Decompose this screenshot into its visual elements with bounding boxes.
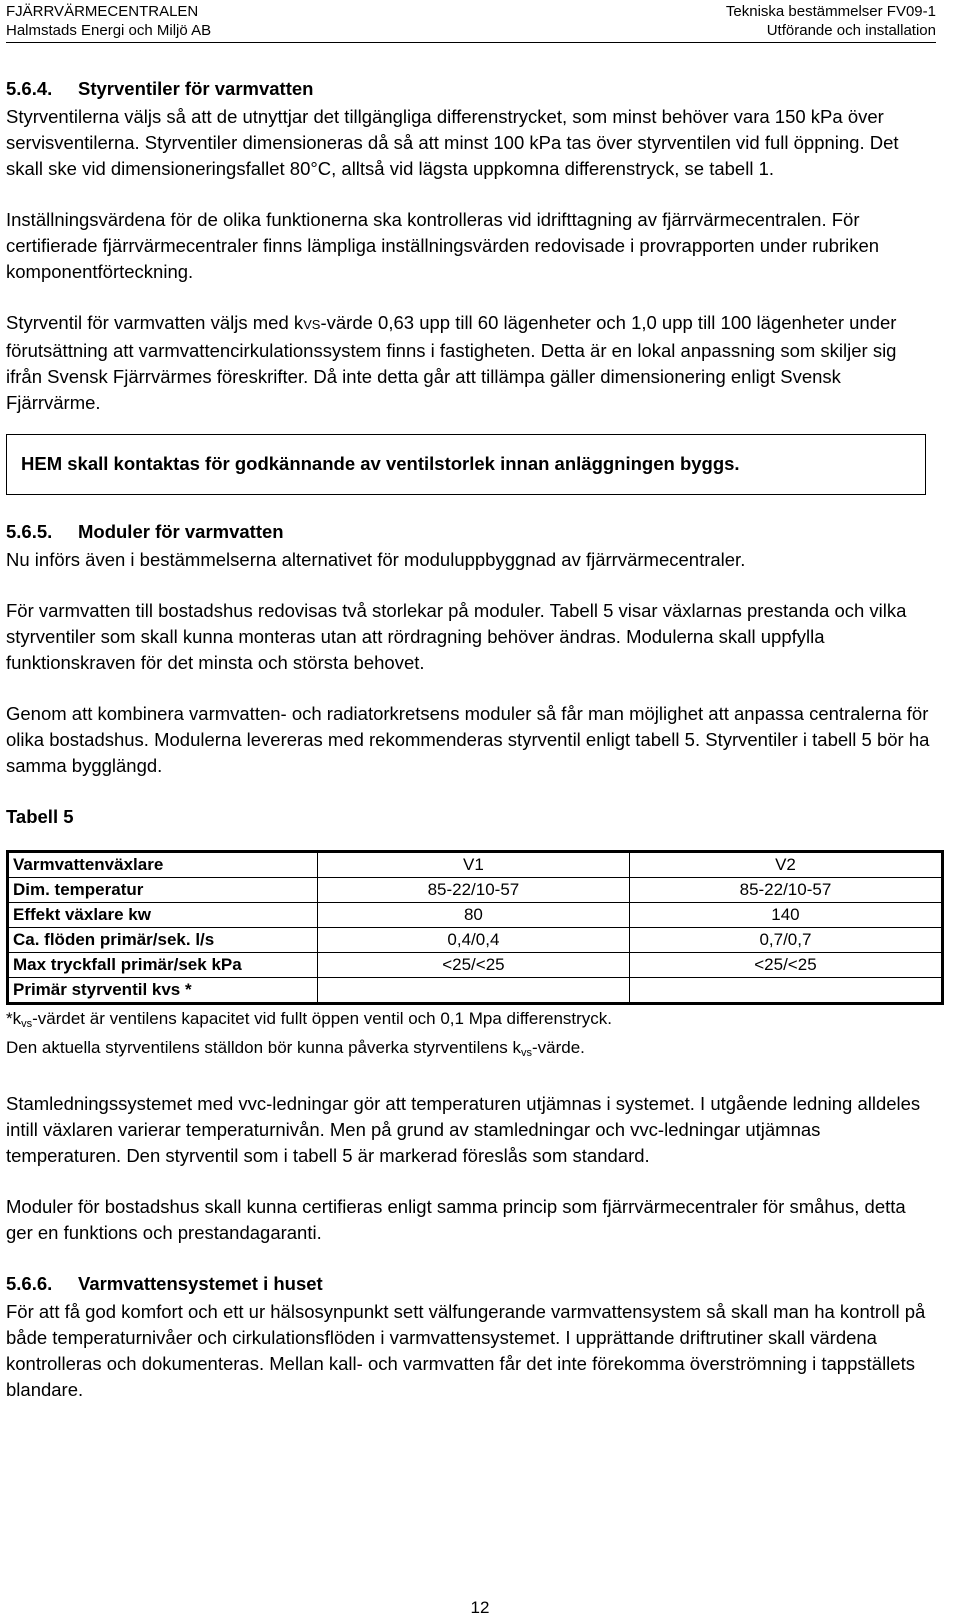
header-doc-subtitle: Utförande och installation (766, 22, 936, 39)
cell-v2: 85-22/10-57 (629, 878, 942, 903)
section-heading-5-6-6 (6, 1271, 936, 1297)
cell-v2: <25/<25 (629, 953, 942, 978)
table-title: Tabell 5 (6, 806, 74, 827)
row-label: Ca. flöden primär/sek. l/s (8, 928, 318, 953)
table-row (8, 903, 943, 928)
table-row (8, 852, 943, 878)
cell-v1: 80 (317, 903, 629, 928)
cell-v2: V2 (629, 852, 942, 878)
row-label: Primär styrventil kvs * (8, 978, 318, 1004)
paragraph: För varmvatten till bostadshus redovisas två storlekar på moduler. Tabell 5 visar växlarnas prestanda och vilka styrventiler som skall kunna monteras utan att rördragning behöver ändras. Modulerna skall uppfylla funktionskraven för det minsta och största behovet. (6, 600, 907, 673)
table-row (8, 978, 943, 1004)
page-number: 12 (470, 1598, 490, 1617)
section-heading-5-6-4 (6, 76, 936, 102)
cell-v2: 0,7/0,7 (629, 928, 942, 953)
table-row (8, 928, 943, 953)
header-owner: Halmstads Energi och Miljö AB (6, 22, 212, 39)
section-number: 5.6.4. (6, 78, 53, 99)
row-label: Max tryckfall primär/sek kPa (8, 953, 318, 978)
paragraph: Styrventil för varmvatten väljs med kVS-värde 0,63 upp till 60 lägenheter och 1,0 upp till 100 lägenheter under förutsättning att varmvattencirkulationssystem finns i fastigheten. Detta är en lokal anpassning som skiljer sig ifrån Svensk Fjärrvärmes föreskrifter. Då inte detta går att tillämpa gäller dimensionering enligt Svensk Fjärrvärme. (6, 312, 897, 413)
table-footnotes (6, 1007, 936, 1065)
row-label: Varmvattenväxlare (8, 852, 318, 878)
row-label: Effekt växlare kw (8, 903, 318, 928)
notice-box: HEM skall kontaktas för godkännande av ventilstorlek innan anläggningen byggs. (6, 434, 926, 495)
section-heading-5-6-5 (6, 519, 936, 545)
header-company: FJÄRRVÄRMECENTRALEN (6, 3, 199, 20)
cell-v2: 140 (629, 903, 942, 928)
section-title: Moduler för varmvatten (78, 521, 284, 542)
page-content (6, 76, 936, 1428)
header-doc-title: Tekniska bestämmelser FV09-1 (725, 3, 936, 20)
footnote: Den aktuella styrventilens ställdon bör kunna påverka styrventilens $k_{vs}$-värde. (6, 1038, 585, 1059)
cell-v2 (629, 978, 942, 1004)
module-table (6, 850, 944, 1005)
cell-v1: <25/<25 (317, 953, 629, 978)
paragraph: Styrventilerna väljs så att de utnyttjar det tillgängliga differenstrycket, som minst behöver vara 150 kPa över servisventilerna. Styrventiler dimensioneras då så att minst 100 kPa tas över styrventilen vid full öppning. Det skall ske vid dimensioneringsfallet 80°C, alltså vid lägsta uppkomna differenstryck, se tabell 1. (6, 106, 899, 179)
header-divider (6, 42, 936, 43)
section-number: 5.6.5. (6, 521, 53, 542)
paragraph: Moduler för bostadshus skall kunna certifieras enligt samma princip som fjärrvärmecentraler för småhus, detta ger en funktions och prestandagaranti. (6, 1196, 906, 1243)
paragraph: Genom att kombinera varmvatten- och radiatorkretsens moduler så får man möjlighet att anpassa centralerna för olika bostadshus. Modulerna levereras med rekommenderas styrventil enligt tabell 5. Styrventiler i tabell 5 bör ha samma bygglängd. (6, 703, 930, 776)
section-title: Varmvattensystemet i huset (78, 1273, 323, 1294)
cell-v1: 0,4/0,4 (317, 928, 629, 953)
section-number: 5.6.6. (6, 1273, 53, 1294)
footnote: $*k_{vs}$-värdet är ventilens kapacitet vid fullt öppen ventil och 0,1 Mpa differenstryck. (6, 1009, 613, 1030)
paragraph: Inställningsvärdena för de olika funktionerna ska kontrolleras vid idrifttagning av fjärrvärmecentralen. För certifierade fjärrvärmecentraler finns lämpliga inställningsvärden redovisade i provrapporten under rubriken komponentförteckning. (6, 209, 880, 282)
paragraph: Stamledningssystemet med vvc-ledningar gör att temperaturen utjämnas i systemet. I utgående ledning alldeles intill växlaren varierar temperaturnivån. Men på grund av stamledningar och vvc-ledningar utjämnas temperaturen. Den styrventil som i tabell 5 är markerad föreslås som standard. (6, 1093, 921, 1166)
cell-v1: V1 (317, 852, 629, 878)
table-row (8, 878, 943, 903)
section-title: Styrventiler för varmvatten (78, 78, 314, 99)
cell-v1: 85-22/10-57 (317, 878, 629, 903)
paragraph: Nu införs även i bestämmelserna alternativet för moduluppbyggnad av fjärrvärmecentraler. (6, 549, 746, 570)
paragraph: För att få god komfort och ett ur hälsosynpunkt sett välfungerande varmvattensystem så skall man ha kontroll på både temperaturnivåer och cirkulationsflöden i varmvattensystemet. I upprättande driftrutiner skall värdena kontrolleras och dokumenteras. Mellan kall- och varmvatten får det inte förekomma överströmning i tappställets blandare. (6, 1301, 926, 1400)
row-label: Dim. temperatur (8, 878, 318, 903)
cell-v1 (317, 978, 629, 1004)
table-row (8, 953, 943, 978)
